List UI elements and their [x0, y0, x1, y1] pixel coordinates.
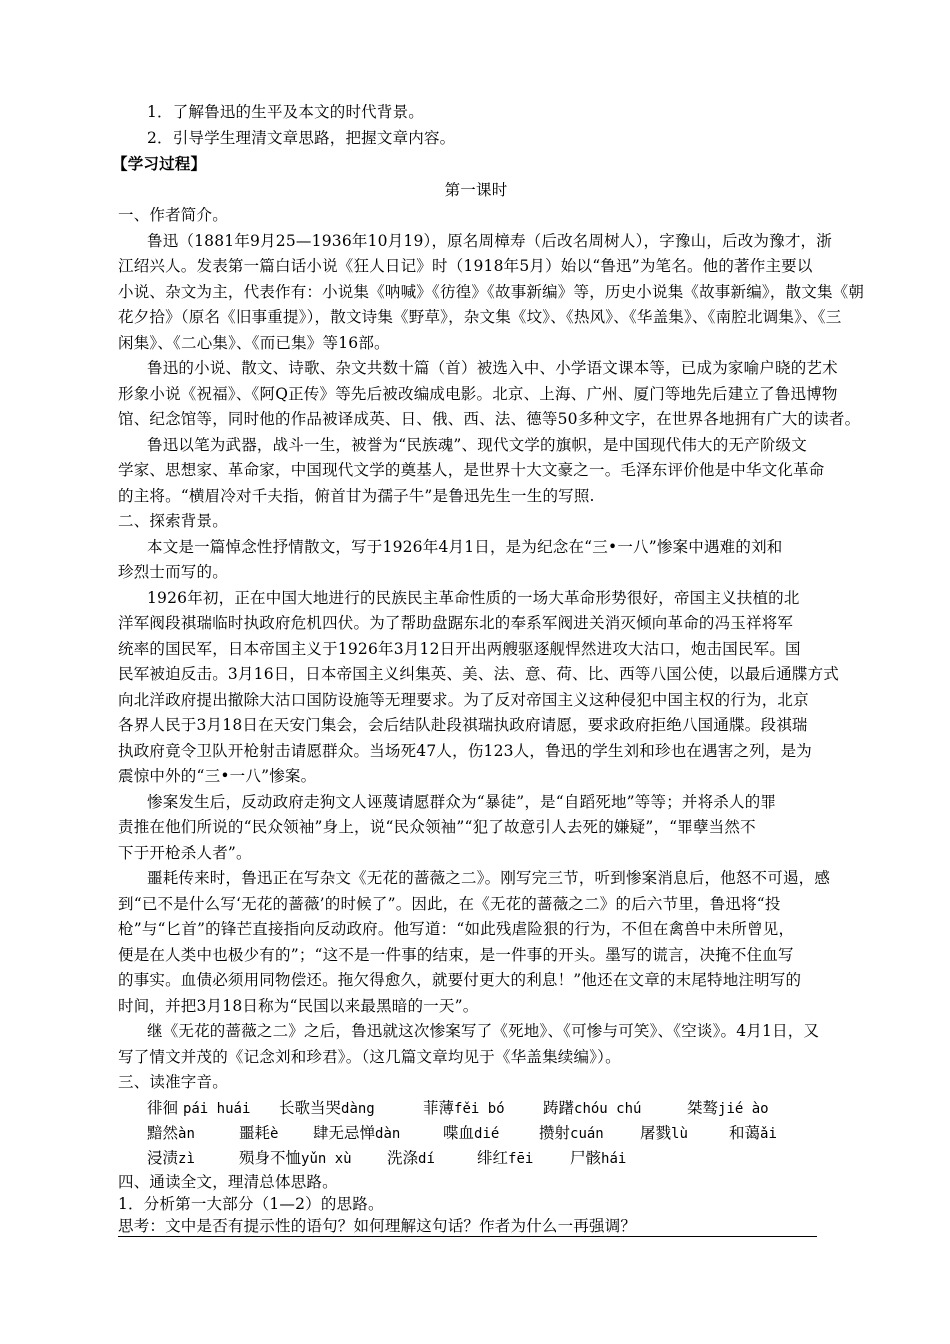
pinyin-entry: [313, 1122, 400, 1145]
paragraph-line: 继《无花的蔷薇之二》之后，鲁迅就这次惨案写了《死地》、《可惨与可笑》、《空谈》。4月1日，又: [147, 1022, 820, 1040]
word: 攒射: [539, 1124, 571, 1142]
pinyin-entry: [477, 1147, 533, 1170]
paragraph-line: 闲集》、《二心集》、《而已集》等16部。: [118, 334, 390, 352]
paragraph-line: 1926年初，正在中国大地进行的民族民主革命性质的一场大革命形势很好，帝国主义扶植的北: [147, 589, 800, 607]
section4-title: 四、通读全文，理清总体思路。: [118, 1173, 338, 1191]
pinyin: zì: [178, 1151, 195, 1167]
paragraph-line: 民军被迫反击。3月16日，日本帝国主义纠集英、美、法、意、荷、比、西等八国公使，以最后通牒方式: [118, 665, 839, 683]
paragraph-line: 向北洋政府提出撤除大沽口国防设施等无理要求。为了反对帝国主义这种侵犯中国主权的行为，北京: [118, 691, 809, 709]
word: 尸骸: [570, 1149, 602, 1167]
paragraph-line: 江绍兴人。发表第一篇白话小说《狂人日记》时（1918年5月）始以“鲁迅”为笔名。他的著作主要以: [118, 257, 813, 275]
lesson-title: 第一课时: [444, 181, 508, 199]
pinyin-entry: [147, 1122, 195, 1145]
pinyin-entry: [147, 1097, 250, 1120]
pinyin-entry: [687, 1097, 769, 1120]
pinyin: yǔn xù: [301, 1151, 352, 1167]
word: 绯红: [477, 1149, 509, 1167]
word: 踌躇: [543, 1099, 575, 1117]
paragraph-line: 执政府竟令卫队开枪射击请愿群众。当场死47人，伤123人，鲁迅的学生刘和珍也在遇害之列，是为: [118, 742, 813, 760]
paragraph-line: 便是在人类中也极少有的”；“这不是一件事的结束，是一件事的开头。墨写的谎言，决掩不住血写: [118, 946, 794, 964]
pinyin-entry: [539, 1122, 604, 1145]
word: 喋血: [443, 1124, 475, 1142]
word: 殒身不恤: [239, 1149, 302, 1167]
pinyin: àn: [178, 1126, 195, 1142]
paragraph-line: 的事实。血债必须用同物偿还。拖欠得愈久，就要付更大的利息！”他还在文章的末尾特地注明写的: [118, 971, 802, 989]
section4-item-1: 1．分析第一大部分（1—2）的思路。: [118, 1195, 384, 1213]
pinyin: cuán: [570, 1126, 604, 1142]
paragraph-line: 写了情文并茂的《记念刘和珍君》。（这几篇文章均见于《华盖集续编》）。: [118, 1048, 621, 1066]
paragraph-line: 责推在他们所说的“民众领袖”身上，说“民众领袖”“犯了故意引人去死的嫌疑”，“罪孽当然不: [118, 818, 756, 836]
paragraph-line: 学家、思想家、革命家，中国现代文学的奠基人，是世界十大文豪之一。毛泽东评价他是中华文化革命: [118, 461, 825, 479]
word: 和蔼: [729, 1124, 761, 1142]
pinyin-entry: [239, 1147, 352, 1170]
pinyin-entry: [570, 1147, 626, 1170]
paragraph-line: 花夕拾》（原名《旧事重提》），散文诗集《野草》，杂文集《坟》、《热风》、《华盖集》、《南腔北调集》、《三: [118, 308, 842, 326]
section2-title: 二、探索背景。: [118, 512, 228, 530]
bottom-divider: [118, 1236, 817, 1237]
pinyin-row-1: [147, 1097, 827, 1119]
section1-title: 一、作者简介。: [118, 206, 228, 224]
pinyin: hái: [601, 1151, 627, 1167]
pinyin-entry: [279, 1097, 375, 1120]
paragraph-line: 震惊中外的“三•一八”惨案。: [118, 767, 317, 785]
paragraph-line: 统率的国民军，日本帝国主义于1926年3月12日开出两艘驱逐舰悍然进攻大沽口，炮击国民军。国: [118, 640, 801, 658]
paragraph-line: 下于开枪杀人者”。: [118, 844, 252, 862]
pinyin-entry: [443, 1122, 499, 1145]
pinyin-entry: [729, 1122, 777, 1145]
pinyin: lù: [671, 1126, 688, 1142]
word: 屠戮: [640, 1124, 672, 1142]
pinyin-row-2: [147, 1122, 827, 1144]
paragraph-line: 小说、杂文为主，代表作有：小说集《呐喊》《彷徨》《故事新编》等，历史小说集《故事新编》，散文集《朝: [118, 283, 865, 301]
pinyin-entry: [543, 1097, 641, 1120]
paragraph-line: 馆、纪念馆等，同时他的作品被译成英、日、俄、西、法、德等50多种文字，在世界各地拥有广大的读者。: [118, 410, 861, 428]
paragraph-line: 洋军阀段祺瑞临时执政府危机四伏。为了帮助盘踞东北的奉系军阀进关消灭倾向革命的冯玉祥将军: [118, 614, 794, 632]
objective-1: 1．了解鲁迅的生平及本文的时代背景。: [147, 103, 424, 121]
word: 菲薄: [423, 1099, 455, 1117]
paragraph-line: 形象小说《祝福》、《阿Q正传》等先后被改编成电影。北京、上海、广州、厦门等地先后建立了鲁迅博物: [118, 385, 838, 403]
word: 桀骜: [687, 1099, 719, 1117]
process-heading: 【学习过程】: [112, 154, 207, 173]
pinyin: chóu chú: [574, 1101, 642, 1117]
paragraph-line: 噩耗传来时，鲁迅正在写杂文《无花的蔷薇之二》。刚写完三节，听到惨案消息后，他怒不可遏，感: [147, 869, 831, 887]
pinyin: pái huái: [182, 1101, 251, 1117]
pinyin: dàn: [375, 1126, 401, 1142]
pinyin: dàng: [341, 1101, 375, 1117]
paragraph-line: 枪”与“匕首”的锋芒直接指向反动政府。他写道：“如此残虐险狠的行为，不但在禽兽中未所曾见，: [118, 920, 795, 938]
pinyin-entry: [387, 1147, 435, 1170]
word: 噩耗: [239, 1124, 271, 1142]
word: 肆无忌惮: [313, 1124, 376, 1142]
word: 黯然: [147, 1124, 179, 1142]
section4-question: 思考：文中是否有提示性的语句？如何理解这句话？作者为什么一再强调？: [118, 1217, 637, 1235]
paragraph-line: 的主将。“横眉冷对千夫指，俯首甘为孺子牛”是鲁迅先生一生的写照.: [118, 487, 595, 505]
objective-2: 2．引导学生理清文章思路，把握文章内容。: [147, 129, 456, 147]
paragraph-line: 鲁迅以笔为武器，战斗一生，被誉为“民族魂”、现代文学的旗帜，是中国现代伟大的无产阶级文: [147, 436, 807, 454]
paragraph-line: 鲁迅（1881年9月25—1936年10月19），原名周樟寿（后改名周树人），字豫山，后改为豫才，浙: [147, 232, 832, 250]
paragraph-line: 本文是一篇悼念性抒情散文，写于1926年4月1日，是为纪念在“三•一八”惨案中遇难的刘和: [147, 538, 783, 556]
word: 洗涤: [387, 1149, 419, 1167]
pinyin: jié ào: [718, 1101, 769, 1117]
pinyin-entry: [640, 1122, 688, 1145]
word: 长歌当哭: [279, 1099, 342, 1117]
word: 浸渍: [147, 1149, 179, 1167]
pinyin: è: [270, 1126, 279, 1142]
pinyin-entry: [239, 1122, 278, 1145]
paragraph-line: 各界人民于3月18日在天安门集会，会后结队赴段祺瑞执政府请愿，要求政府拒绝八国通牒。段祺瑞: [118, 716, 808, 734]
pinyin: dié: [474, 1126, 500, 1142]
word: 徘徊: [147, 1099, 179, 1117]
section3-title: 三、读准字音。: [118, 1073, 228, 1091]
paragraph-line: 到“已不是什么写‘无花的蔷薇’的时候了”。因此，在《无花的蔷薇之二》的后六节里，鲁迅将“投: [118, 895, 781, 913]
pinyin-entry: [147, 1147, 195, 1170]
pinyin-entry: [423, 1097, 505, 1120]
paragraph-line: 鲁迅的小说、散文、诗歌、杂文共数十篇（首）被选入中、小学语文课本等，已成为家喻户晓的艺术: [147, 359, 838, 377]
pinyin: fēi: [508, 1151, 534, 1167]
pinyin-row-3: [147, 1147, 827, 1169]
paragraph-line: 珍烈士而写的。: [118, 563, 228, 581]
pinyin: ǎi: [760, 1126, 777, 1142]
pinyin: fěi bó: [454, 1101, 505, 1117]
paragraph-line: 惨案发生后，反动政府走狗文人诬蔑请愿群众为“暴徒”，是“自蹈死地”等等；并将杀人的罪: [147, 793, 777, 811]
paragraph-line: 时间，并把3月18日称为“民国以来最黑暗的一天”。: [118, 997, 479, 1015]
pinyin: dí: [418, 1151, 435, 1167]
